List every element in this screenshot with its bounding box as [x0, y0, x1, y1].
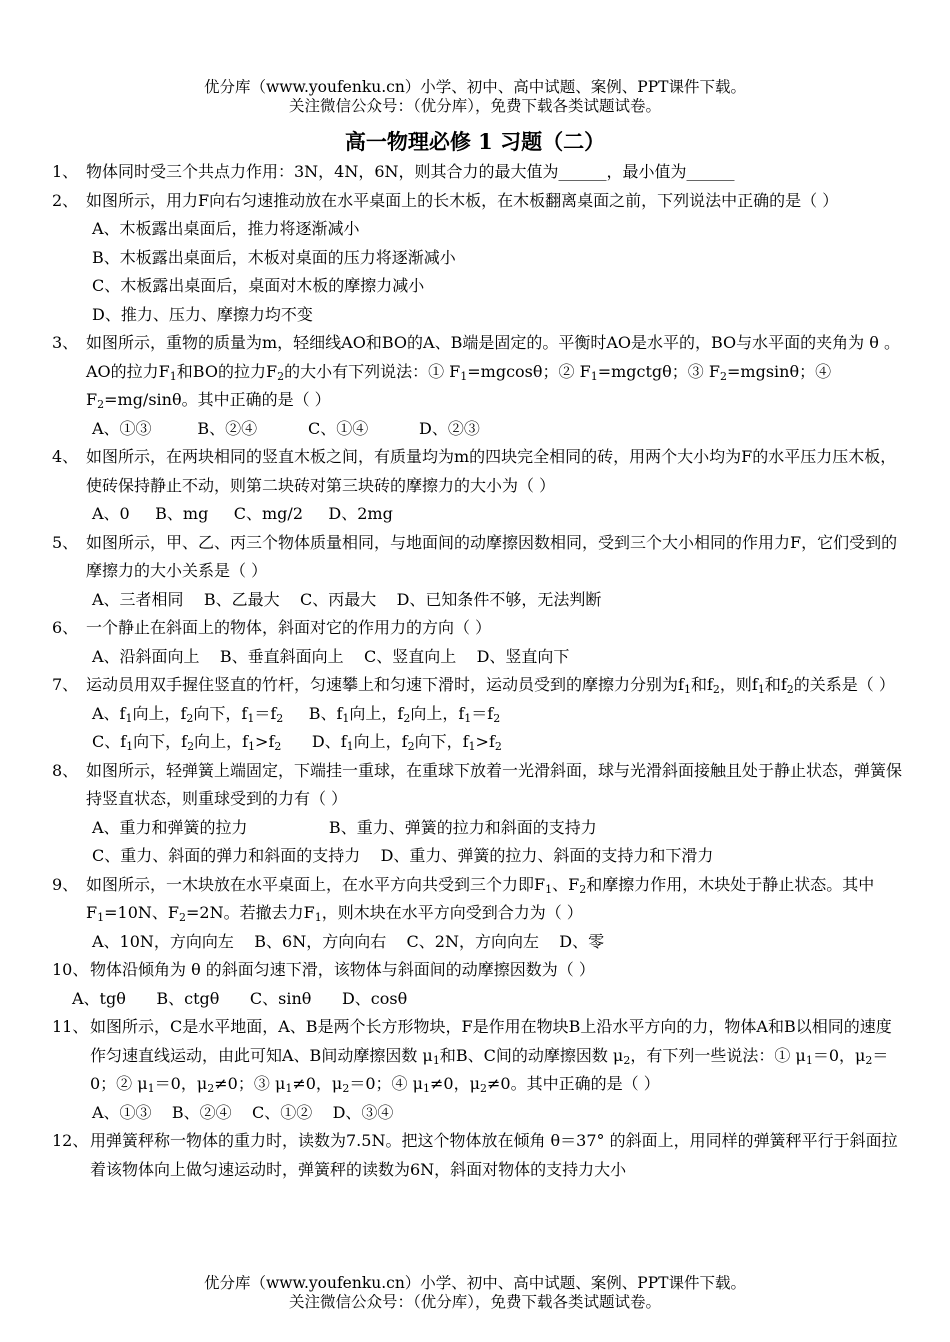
- question-2: [52, 187, 902, 216]
- options-row: C、重力、斜面的弹力和斜面的支持力 D、重力、弹簧的拉力、斜面的支持力和下滑力: [92, 846, 714, 865]
- question-text: 如图所示，在两块相同的竖直木板之间，有质量均为m的四块完全相同的砖，用两个大小均为F的水平压力压木板，使砖保持静止不动，则第二块砖对第三块砖的摩擦力的大小为（ ）: [86, 447, 897, 495]
- question-number: 7、: [52, 675, 79, 694]
- page-footer: [0, 1274, 950, 1312]
- question-text: 如图所示，轻弹簧上端固定，下端挂一重球，在重球下放着一光滑斜面，球与光滑斜面接触且处于静止状态，弹簧保持竖直状态，则重球受到的力有（ ）: [86, 760, 903, 808]
- question-list: [52, 158, 902, 1184]
- question-3: [52, 329, 902, 415]
- options-row: A、沿斜面向上 B、垂直斜面向上 C、竖直向上 D、竖直向下: [92, 646, 570, 666]
- question-text: 如图所示，用力F向右匀速推动放在水平桌面上的长木板，在木板翻离桌面之前，下列说法中正确的是（ ）: [86, 190, 839, 210]
- options-row: A、10N，方向向左 B、6N，方向向右 C、2N，方向向左 D、零: [92, 931, 605, 951]
- question-number: 12、: [52, 1131, 89, 1150]
- options-row: A、0 B、mg C、mg/2 D、2mg: [92, 504, 393, 523]
- option-c: C、木板露出桌面后，桌面对木板的摩擦力减小: [92, 276, 425, 295]
- header-line-2: 关注微信公众号：（优分库），免费下载各类试题试卷。: [288, 97, 661, 115]
- question-text: 用弹簧秤称一物体的重力时，读数为7.5N。把这个物体放在倾角 θ＝37° 的斜面上，用同样的弹簧秤平行于斜面拉着该物体向上做匀速运动时，弹簧秤的读数为6N，斜面对物体的支持力大小: [90, 1131, 898, 1179]
- question-text: 运动员用双手握住竖直的竹杆，匀速攀上和匀速下滑时，运动员受到的摩擦力分别为$f_1$和$f_2$，则$f_1$和$f_2$的关系是（ ）: [86, 675, 895, 696]
- footer-line-2: 关注微信公众号：（优分库），免费下载各类试题试卷。: [288, 1293, 661, 1311]
- question-number: 3、: [52, 333, 79, 352]
- question-number: 10、: [52, 960, 89, 979]
- question-text: 物体沿倾角为 θ 的斜面匀速下滑，该物体与斜面间的动摩擦因数为（ ）: [90, 960, 595, 979]
- footer-line-1: 优分库（www.youfenku.cn）小学、初中、高中试题、案例、PPT课件下载。: [203, 1274, 747, 1292]
- question-4: [52, 443, 902, 500]
- question-text: 如图所示，甲、乙、丙三个物体质量相同，与地面间的动摩擦因数相同，受到三个大小相同的作用力F，它们受到的摩擦力的大小关系是（ ）: [86, 532, 898, 580]
- question-number: 11、: [52, 1017, 89, 1036]
- options-row: A、①③ B、②④ C、①② D、③④: [92, 1102, 394, 1122]
- option-b: B、$f_1$向上，$f_2$向上，$f_1=f_2$: [308, 703, 501, 725]
- option-b: B、木板露出桌面后，木板对桌面的压力将逐渐减小: [92, 247, 456, 267]
- options-row: A、三者相同 B、乙最大 C、丙最大 D、已知条件不够，无法判断: [92, 589, 602, 609]
- question-text: 物体同时受三个共点力作用：3N，4N，6N，则其合力的最大值为______，最小值为______: [86, 162, 735, 181]
- question-5: [52, 529, 902, 586]
- question-text: 如图所示，一木块放在水平桌面上，在水平方向共受到三个力即$F_1$、$F_2$和摩擦力作用，木块处于静止状态。其中$F_1=10N$、$F_2=2N$。若撤去力$F_1$，则木块在水平方向受到合力为（ ）: [86, 874, 875, 924]
- question-11: [52, 1013, 902, 1099]
- option-c: C、$f_1$向下，$f_2$向上，$f_1>f_2$: [92, 732, 282, 753]
- question-text: 一个静止在斜面上的物体，斜面对它的作用力的方向（ ）: [86, 618, 492, 637]
- question-text: 如图所示，C是水平地面，A、B是两个长方形物块，F是作用在物块B上沿水平方向的力，物体A和B以相同的速度作匀速直线运动，由此可知A、B间动摩擦因数 $\mu_1$和B、C间的动摩擦因数 $\mu_2$，有下列一些说法：① $\mu_1=0$，$\mu_2=0$；② $\mu_1=0$，$\mu_2\ne 0$；③ $\mu_1\ne 0$，$\mu_2=0$；④ $\mu_1\ne 0$，$\mu_2\ne 0$。其中正确的是（ ）: [90, 1017, 892, 1095]
- option-a: A、木板露出桌面后，推力将逐渐减小: [92, 219, 360, 238]
- options-row: [52, 728, 902, 757]
- question-number: 9、: [52, 874, 79, 894]
- option-d: D、推力、压力、摩擦力均不变: [92, 304, 313, 324]
- options-row: A、①③ B、②④ C、①④ D、②③: [92, 418, 480, 438]
- question-1: [52, 158, 902, 187]
- options-row: A、重力和弹簧的拉力 B、重力、弹簧的拉力和斜面的支持力: [92, 817, 597, 837]
- question-12: [52, 1127, 902, 1184]
- question-text: 如图所示，重物的质量为m，轻细线AO和BO的A、B端是固定的。平衡时AO是水平的，BO与水平面的夹角为 θ 。AO的拉力$F_1$和BO的拉力$F_2$的大小有下列说法：① $F_1=mgcos\theta$；② $F_1=mgctg\theta$；③ $F_2=mgsin\theta$；④ $F_2=mg$/sinθ。其中正确的是（ ）: [86, 333, 900, 411]
- option-d: D、$f_1$向上，$f_2$向下，$f_1>f_2$: [311, 732, 502, 753]
- page-title: 高一物理必修 1 习题（二）: [344, 129, 606, 154]
- options-row: A、tgθ B、ctgθ C、sinθ D、cosθ: [72, 988, 408, 1008]
- question-number: 5、: [52, 532, 79, 552]
- question-number: 6、: [52, 618, 79, 637]
- question-number: 2、: [52, 190, 79, 210]
- page-header: [0, 78, 950, 116]
- option-a: A、$f_1$向上，$f_2$向下，$f_1=f_2$: [92, 703, 284, 725]
- question-9: [52, 871, 902, 928]
- question-number: 1、: [52, 162, 79, 181]
- header-line-1: 优分库（www.youfenku.cn）小学、初中、高中试题、案例、PPT课件下载。: [203, 78, 747, 96]
- question-10: [52, 956, 902, 985]
- question-number: 8、: [52, 760, 79, 780]
- question-8: [52, 757, 902, 814]
- question-6: [52, 614, 902, 643]
- question-7: [52, 671, 902, 700]
- options-row: [52, 700, 902, 729]
- question-number: 4、: [52, 447, 79, 466]
